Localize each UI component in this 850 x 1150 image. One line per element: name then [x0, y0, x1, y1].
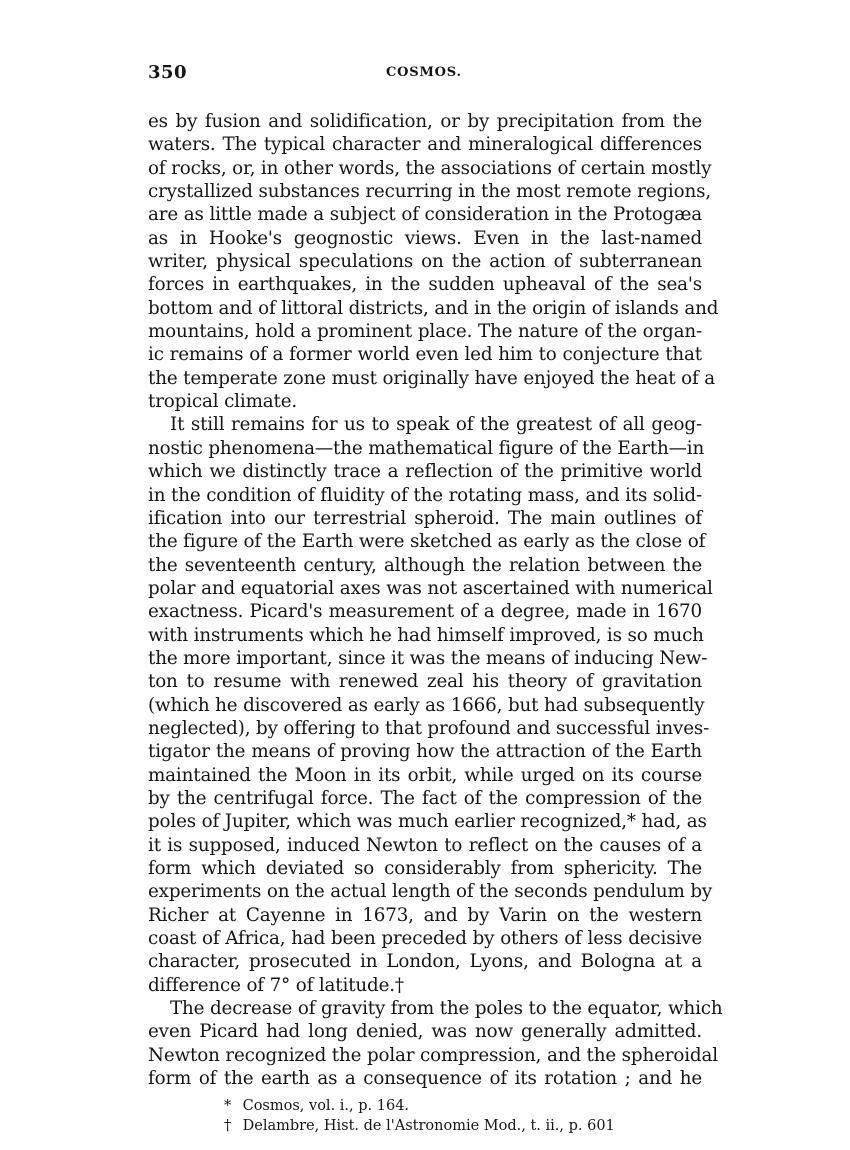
text-line: es by fusion and solidification, or by precipitation from the [148, 111, 702, 132]
text-line: coast of Africa, had been preceded by others of less decisive [148, 928, 702, 950]
text-line: neglected), by offering to that profound and successful inves- [148, 717, 710, 739]
text-line: the seventeenth century, although the relation between the [148, 554, 702, 576]
text-line: exactness. Picard's measurement of a degree, made in 1670 [148, 601, 702, 623]
text-line: nostic phenomena—the mathematical figure of the Earth—in [148, 437, 705, 459]
text-line: character, prosecuted in London, Lyons, and Bologna at a [148, 951, 702, 973]
text-line: form which deviated so considerably from sphericity. The [148, 858, 702, 879]
text-line: The decrease of gravity from the poles to the equator, which [170, 998, 723, 1020]
paragraph-2 [148, 413, 713, 997]
footnote [148, 1116, 702, 1136]
text-line: the figure of the Earth were sketched as early as the close of [148, 531, 706, 553]
paragraph-1 [148, 110, 719, 413]
text-line: of rocks, or, in other words, the associations of certain mostly [148, 157, 712, 179]
footnote-text: Cosmos, vol. i., p. 164. [242, 1098, 410, 1115]
text-line: the more important, since it was the means of inducing New- [148, 647, 708, 669]
text-line: polar and equatorial axes was not ascertained with numerical [148, 577, 713, 599]
text-line: maintained the Moon in its orbit, while urged on its course [148, 764, 702, 786]
body-text [148, 110, 723, 1090]
running-head [148, 62, 702, 92]
text-line: Newton recognized the polar compression, and the spheroidal [148, 1044, 718, 1066]
text-line: writer, physical speculations on the action of subterranean [148, 251, 702, 273]
footnote-mark: † [224, 1118, 232, 1135]
text-line: (which he discovered as early as 1666, but had subsequently [148, 694, 705, 716]
text-line: forces in earthquakes, in the sudden upheaval of the sea's [148, 274, 702, 296]
text-line: tropical climate. [148, 391, 298, 413]
footnote-mark: * [224, 1098, 232, 1115]
text-line: by the centrifugal force. The fact of the compression of the [148, 787, 702, 809]
footnote [148, 1096, 702, 1116]
text-line: are as little made a subject of consideration in the Protogæa [148, 204, 702, 226]
text-line: which we distinctly trace a reflection of the primitive world [148, 461, 702, 483]
text-line: difference of 7° of latitude.† [148, 974, 404, 996]
text-line: experiments on the actual length of the seconds pendulum by [148, 881, 713, 903]
text-line: Richer at Cayenne in 1673, and by Varin on the western [148, 904, 702, 926]
text-line: It still remains for us to speak of the greatest of all geog- [170, 414, 702, 436]
paragraph-3 [148, 997, 723, 1090]
text-line: in the condition of fluidity of the rotating mass, and its solid- [148, 484, 702, 506]
book-title: COSMOS. [386, 65, 462, 80]
text-line: even Picard had long denied, was now generally admitted. [148, 1021, 702, 1043]
footnotes [148, 1096, 702, 1136]
text-line: ton to resume with renewed zeal his theory of gravitation [148, 671, 702, 693]
text-line: crystallized substances recurring in the most remote regions, [148, 181, 711, 203]
page-number: 350 [148, 62, 188, 83]
book-page [148, 62, 723, 1136]
text-line: poles of Jupiter, which was much earlier recognized,* had, as [148, 811, 707, 833]
text-line: with instruments which he had himself improved, is so much [148, 624, 704, 646]
footnote-text: Delambre, Hist. de l'Astronomie Mod., t. ii., p. 601 [242, 1118, 615, 1135]
text-line: mountains, hold a prominent place. The nature of the organ- [148, 321, 702, 343]
text-line: tigator the means of proving how the attraction of the Earth [148, 741, 702, 763]
text-line: the temperate zone must originally have enjoyed the heat of a [148, 367, 716, 389]
text-line: waters. The typical character and mineralogical differences [148, 134, 702, 156]
text-line: as in Hooke's geognostic views. Even in the last-named [148, 227, 702, 249]
text-line: ic remains of a former world even led him to conjecture that [148, 344, 702, 366]
text-line: ification into our terrestrial spheroid. The main outlines of [148, 507, 702, 529]
text-line: bottom and of littoral districts, and in the origin of islands and [148, 297, 719, 319]
text-line: it is supposed, induced Newton to reflect on the causes of a [148, 834, 702, 856]
text-line: form of the earth as a consequence of its rotation ; and he [148, 1068, 702, 1090]
